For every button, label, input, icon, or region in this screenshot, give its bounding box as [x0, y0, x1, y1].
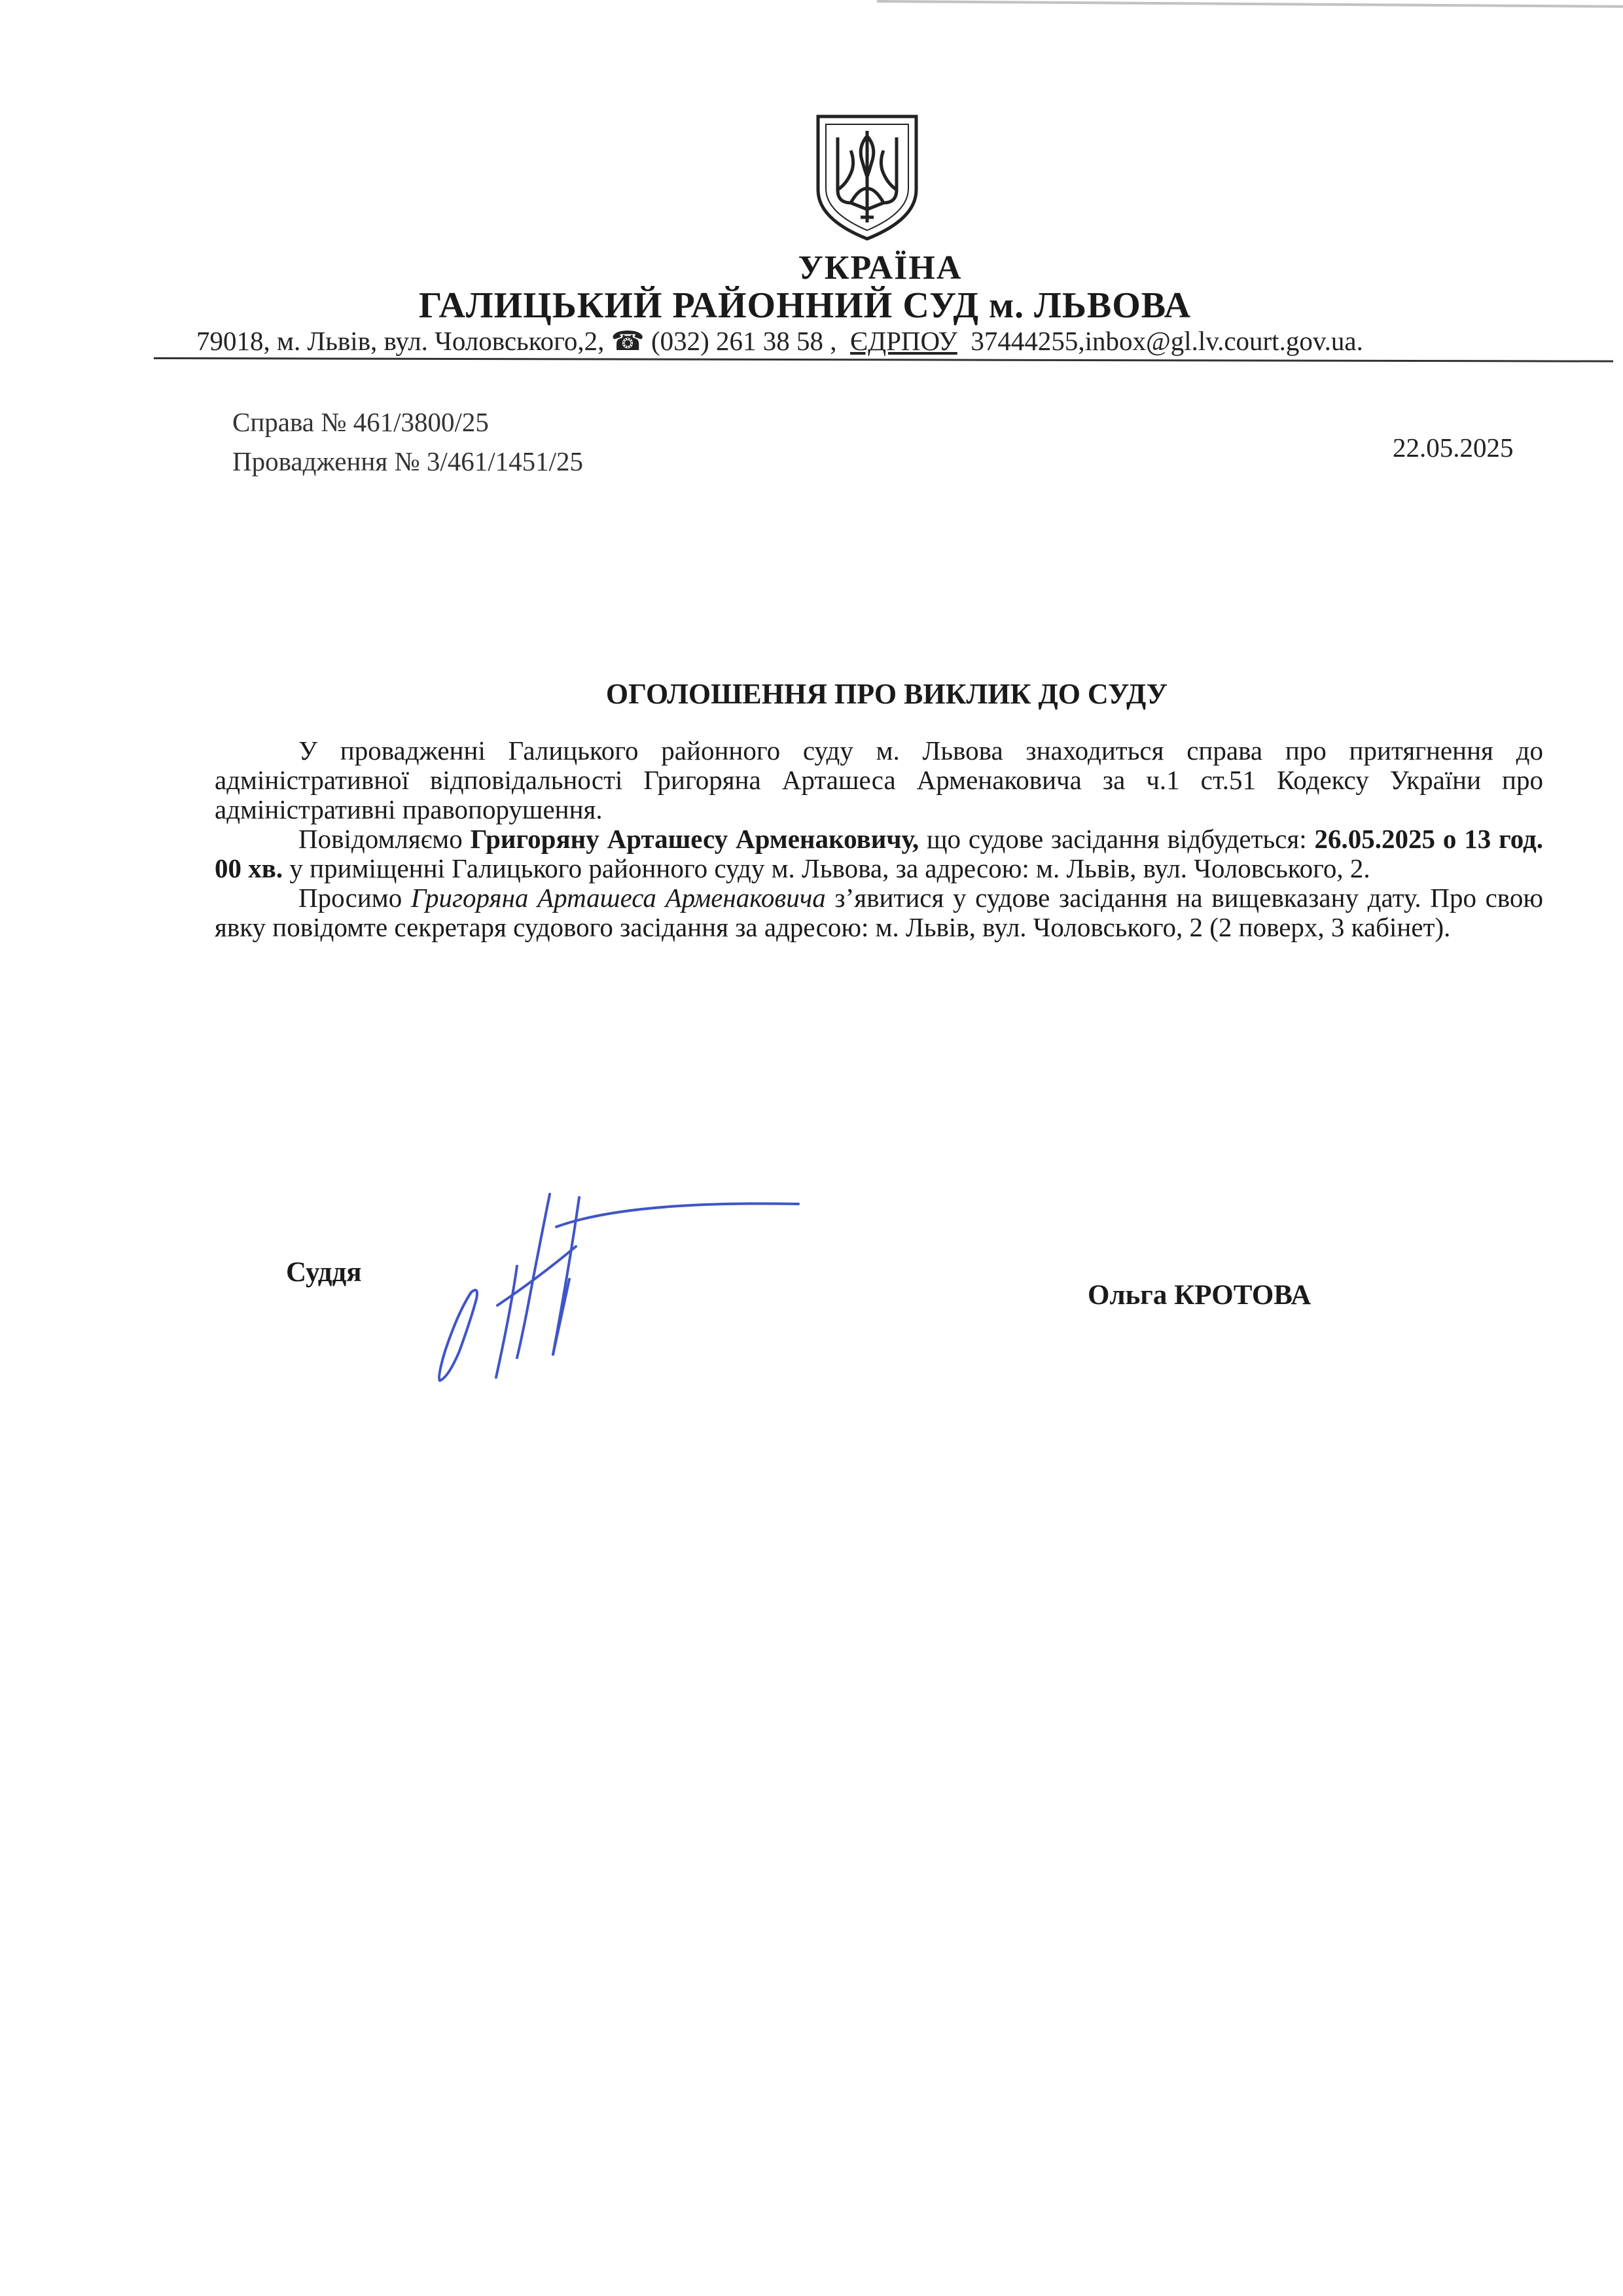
court-phone: (032) 261 38 58 , [651, 326, 837, 356]
hearing-datetime: 26.05.2025 о 13 год. 00 хв. [215, 824, 1544, 883]
p3-start: Просимо [298, 883, 411, 913]
case-info [232, 402, 583, 481]
case-number: Справа № 461/3800/25 [232, 407, 489, 437]
judge-title: Суддя [286, 1257, 362, 1288]
phone-icon: ☎ [611, 326, 645, 356]
p2-end: у приміщенні Галицького районного суду м. Львова, за адресою: м. Львів, вул. Чоловського, 2. [283, 853, 1370, 883]
coat-of-arms-icon [812, 111, 923, 242]
country-title: УКРАЇНА [798, 249, 963, 287]
edrpou-and-email: 37444255,inbox@gl.lv.court.gov.ua. [971, 326, 1363, 356]
judge-name: Ольга КРОТОВА [1088, 1280, 1311, 1311]
court-address: 79018, м. Львів, вул. Чоловського,2, [196, 326, 605, 356]
header-divider [154, 357, 1613, 362]
court-contacts [196, 325, 1363, 357]
paragraph-3 [215, 883, 1543, 942]
court-name: ГАЛИЦЬКИЙ РАЙОННИЙ СУД м. ЛЬВОВА [418, 285, 1192, 326]
defendant-name-dative: Григоряну Арташесу Арменаковичу, [470, 824, 919, 854]
paragraph-1: У провадженні Галицького районного суду м. Львова знаходиться справа про притягнення до адміністративної відповідальності Григоряна Арташеса Арменаковича за ч.1 ст.51 Кодексу України про адміністративні правопорушення. [215, 735, 1543, 824]
edrpou-label: ЄДРПОУ [850, 326, 957, 356]
notice-body [215, 736, 1543, 942]
p2-mid: що судове засідання відбудеться: [919, 824, 1315, 854]
proceeding-number: Провадження № 3/461/1451/25 [232, 446, 584, 476]
document-date: 22.05.2025 [1393, 433, 1514, 463]
scan-artifact-line [877, 0, 1623, 8]
paragraph-2 [215, 824, 1543, 883]
notice-title: ОГОЛОШЕННЯ ПРО ВИКЛИК ДО СУДУ [605, 678, 1168, 710]
judge-signature-icon [419, 1181, 825, 1397]
p3-end: з’явитися у судове засідання на вищевказану дату. Про свою явку повідомте секретаря судового засідання за адресою: м. Львів, вул. Чоловського, 2 (2 поверх, 3 кабінет). [215, 883, 1543, 942]
p2-start: Повідомляємо [298, 824, 471, 854]
defendant-name-genitive: Григоряна Арташеса Арменаковича [410, 883, 826, 913]
